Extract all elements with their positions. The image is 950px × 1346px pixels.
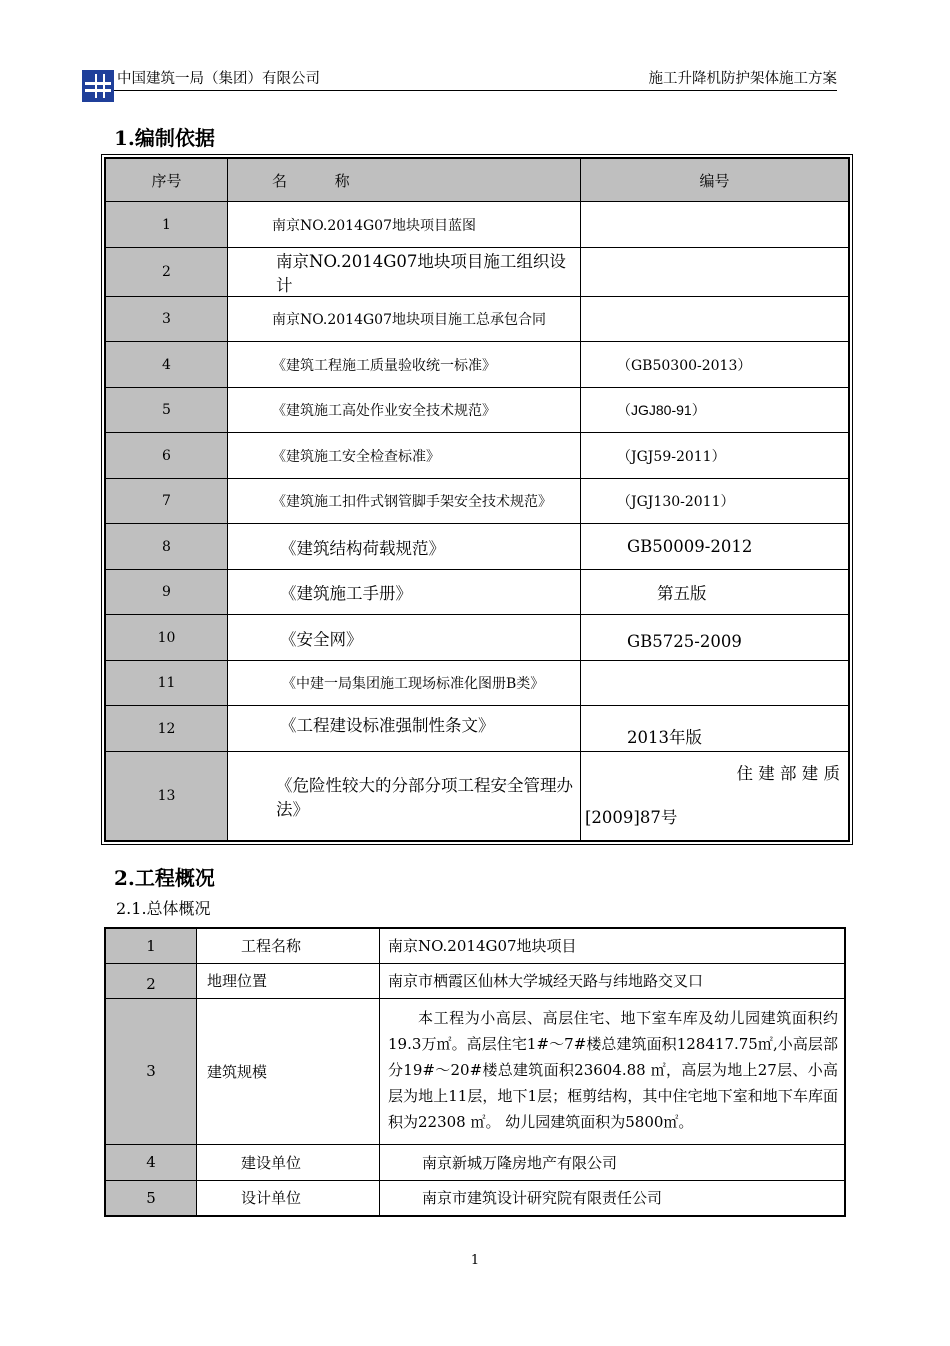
page-number: 1 — [470, 1253, 480, 1268]
table-row — [105, 1180, 845, 1216]
row-value: 本工程为小高层、高层住宅、地下室车库及幼儿园建筑面积约19.3万㎡。高层住宅1#～7#楼总建筑面积128417.75㎡,小高层部分19#～20#楼总建筑面积23604.88 ㎡，高层为地上27层、小高层为地上11层，地下1层；框剪结构，其中住宅地下室和地下车库面积为22308 ㎡。 幼儿园建筑面积为5800㎡。 — [380, 998, 846, 1144]
row-name: 《建筑施工安全检查标准》 — [228, 433, 581, 479]
row-code: GB5725-2009 — [581, 615, 850, 661]
row-code: （GB50300-2013） — [581, 342, 850, 388]
row-name: 《工程建设标准强制性条文》 — [228, 706, 581, 752]
cscec-logo-icon — [82, 70, 114, 102]
row-no: 3 — [105, 297, 228, 342]
row-code: GB50009-2012 — [581, 524, 850, 570]
row-label: 地理位置 — [197, 963, 380, 998]
row-code — [581, 202, 850, 248]
row-code — [581, 661, 850, 706]
row-name: 《建筑工程施工质量验收统一标准》 — [228, 342, 581, 388]
row-value: 南京市栖霞区仙林大学城经天路与纬地路交叉口 — [380, 963, 846, 998]
basis-table — [104, 157, 850, 842]
col-header-no: 序号 — [105, 158, 228, 202]
overview-table — [104, 927, 846, 1217]
table-row — [105, 297, 849, 342]
row-no: 4 — [105, 342, 228, 388]
table-row — [105, 998, 845, 1144]
row-name: 《建筑施工扣件式钢管脚手架安全技术规范》 — [228, 479, 581, 524]
row-no: 2 — [105, 963, 197, 998]
row-no: 3 — [105, 998, 197, 1144]
row-no: 7 — [105, 479, 228, 524]
col-header-code: 编号 — [581, 158, 850, 202]
table-row — [105, 1144, 845, 1180]
row-no: 10 — [105, 615, 228, 661]
row-name: 《安全网》 — [228, 615, 581, 661]
row-code: （JGJ80-91） — [581, 388, 850, 433]
table-row — [105, 433, 849, 479]
row-name: 南京NO.2014G07地块项目蓝图 — [228, 202, 581, 248]
table-header-row — [105, 158, 849, 202]
section2-title: 2.工程概况 — [114, 866, 215, 890]
row-no: 1 — [105, 928, 197, 963]
row-name: 《中建一局集团施工现场标准化图册B类》 — [228, 661, 581, 706]
row-no: 9 — [105, 570, 228, 615]
row-no: 2 — [105, 248, 228, 297]
section2-subtitle: 2.1.总体概况 — [116, 899, 211, 918]
row-label: 工程名称 — [197, 928, 380, 963]
row-value: 南京NO.2014G07地块项目 — [380, 928, 846, 963]
table-row — [105, 928, 845, 963]
row-code-line1: 住 建 部 建 质 — [736, 764, 840, 783]
row-no: 12 — [105, 706, 228, 752]
table-row — [105, 202, 849, 248]
row-no: 4 — [105, 1144, 197, 1180]
table-row — [105, 524, 849, 570]
section1-title: 1.编制依据 — [114, 126, 215, 150]
table-row — [105, 752, 849, 842]
row-code — [581, 248, 850, 297]
row-name: 《建筑结构荷载规范》 — [228, 524, 581, 570]
row-code-line2: [2009]87号 — [585, 808, 678, 827]
row-no: 11 — [105, 661, 228, 706]
col-header-name: 名 称 — [228, 158, 581, 202]
row-code — [581, 752, 850, 842]
row-no: 6 — [105, 433, 228, 479]
table-row — [105, 388, 849, 433]
row-name: 《建筑施工手册》 — [228, 570, 581, 615]
row-code: （JGJ130-2011） — [581, 479, 850, 524]
row-label: 建设单位 — [197, 1144, 380, 1180]
table-row — [105, 570, 849, 615]
table-row — [105, 479, 849, 524]
document-title: 施工升降机防护架体施工方案 — [648, 71, 837, 87]
row-value: 南京市建筑设计研究院有限责任公司 — [380, 1180, 846, 1216]
row-no: 1 — [105, 202, 228, 248]
row-label: 设计单位 — [197, 1180, 380, 1216]
row-name: 南京NO.2014G07地块项目施工总承包合同 — [228, 297, 581, 342]
row-code: （JGJ59-2011） — [581, 433, 850, 479]
row-name: 《危险性较大的分部分项工程安全管理办法》 — [228, 752, 581, 842]
table-row — [105, 615, 849, 661]
page-header — [82, 62, 837, 91]
table-row — [105, 661, 849, 706]
row-value: 南京新城万隆房地产有限公司 — [380, 1144, 846, 1180]
table-row — [105, 706, 849, 752]
table-row — [105, 248, 849, 297]
company-name: 中国建筑一局（集团）有限公司 — [117, 71, 320, 87]
row-no: 8 — [105, 524, 228, 570]
table-row — [105, 963, 845, 998]
row-name: 《建筑施工高处作业安全技术规范》 — [228, 388, 581, 433]
row-no: 5 — [105, 1180, 197, 1216]
row-no: 5 — [105, 388, 228, 433]
row-name: 南京NO.2014G07地块项目施工组织设计 — [228, 248, 581, 297]
row-no: 13 — [105, 752, 228, 842]
row-code: 2013年版 — [581, 706, 850, 752]
row-code — [581, 297, 850, 342]
table-row — [105, 342, 849, 388]
row-code: 第五版 — [581, 570, 850, 615]
row-label: 建筑规模 — [197, 998, 380, 1144]
